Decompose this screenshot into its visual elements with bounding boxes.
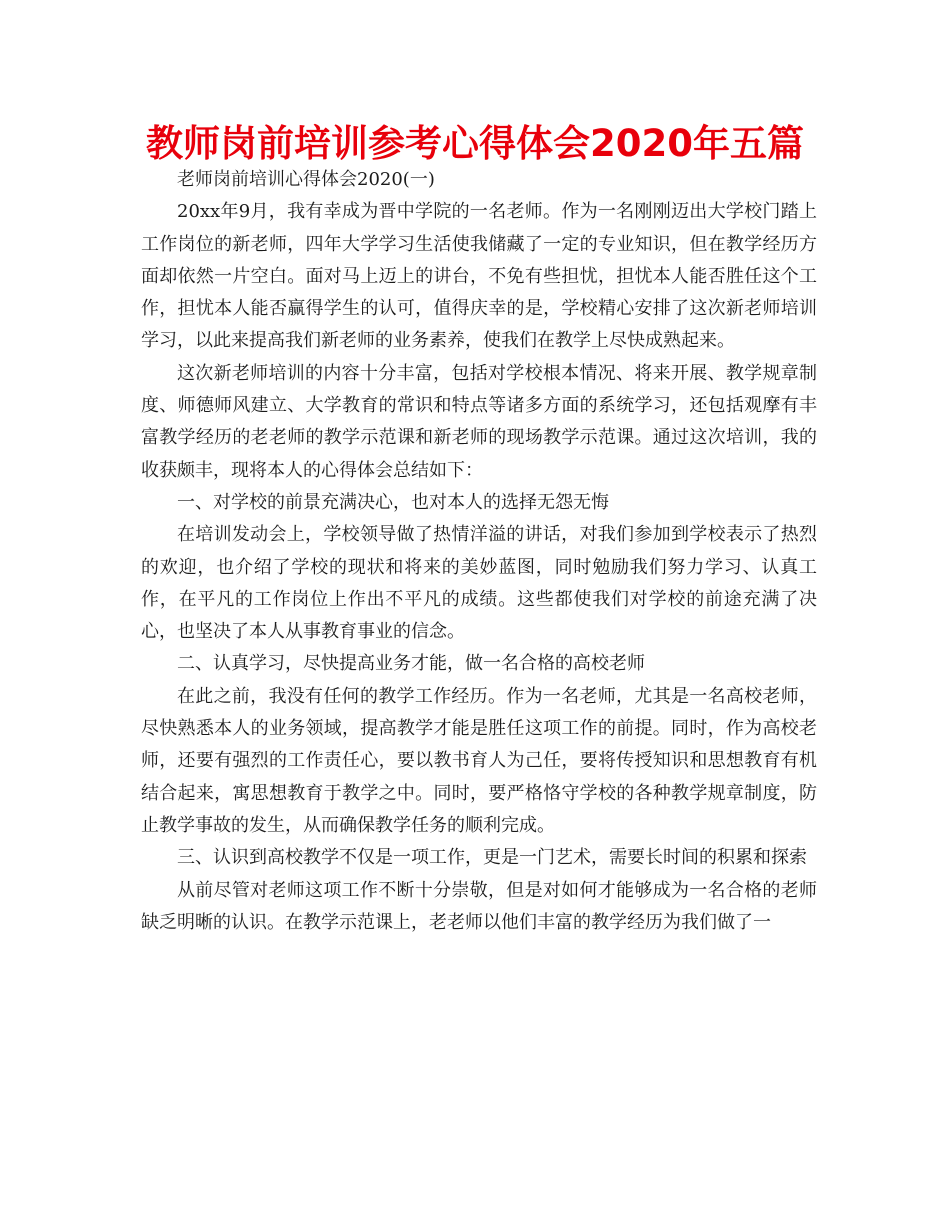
section-heading: 三、认识到高校教学不仅是一项工作，更是一门艺术，需要长时间的积累和探索: [177, 847, 807, 869]
section-heading: 二、认真学习，尽快提高业务才能，做一名合格的高校老师: [177, 653, 645, 675]
document-title: 教师岗前培训参考心得体会2020年五篇: [146, 122, 804, 165]
paragraph: 这次新老师培训的内容十分丰富，包括对学校根本情况、将来开展、教学规章制度、师德师风建立、大学教育的常识和特点等诸多方面的系统学习，还包括观摩有丰富教学经历的老老师的教学示范课和新老师的现场教学示范课。通过这次培训，我的收获颇丰，现将本人的心得体会总结如下：: [141, 362, 817, 481]
paragraph: 在培训发动会上，学校领导做了热情洋溢的讲话，对我们参加到学校表示了热烈的欢迎，也介绍了学校的现状和将来的美妙蓝图，同时勉励我们努力学习、认真工作，在平凡的工作岗位上作出不平凡的成绩。这些都使我们对学校的前途充满了决心，也坚决了本人从事教育事业的信念。: [141, 524, 817, 643]
paragraph: 在此之前，我没有任何的教学工作经历。作为一名老师，尤其是一名高校老师，尽快熟悉本人的业务领域，提高教学才能是胜任这项工作的前提。同时，作为高校老师，还要有强烈的工作责任心，要以教书育人为己任，要将传授知识和思想教育有机结合起来，寓思想教育于教学之中。同时，要严格恪守学校的各种教学规章制度，防止教学事故的发生，从而确保教学任务的顺利完成。: [141, 685, 817, 836]
section-heading: 老师岗前培训心得体会2020(一): [177, 169, 435, 190]
document-body: [141, 164, 817, 939]
section-heading: 一、对学校的前景充满决心，也对本人的选择无怨无悔: [177, 491, 609, 513]
paragraph: 从前尽管对老师这项工作不断十分崇敬，但是对如何才能够成为一名合格的老师缺乏明晰的认识。在教学示范课上，老老师以他们丰富的教学经历为我们做了一: [141, 879, 817, 933]
paragraph: 20xx年9月，我有幸成为晋中学院的一名老师。作为一名刚刚迈出大学校门踏上工作岗位的新老师，四年大学学习生活使我储藏了一定的专业知识，但在教学经历方面却依然一片空白。面对马上迈上的讲台，不免有些担忧，担忧本人能否胜任这个工作，担忧本人能否赢得学生的认可，值得庆幸的是，学校精心安排了这次新老师培训学习，以此来提高我们新老师的业务素养，使我们在教学上尽快成熟起来。: [141, 201, 817, 352]
